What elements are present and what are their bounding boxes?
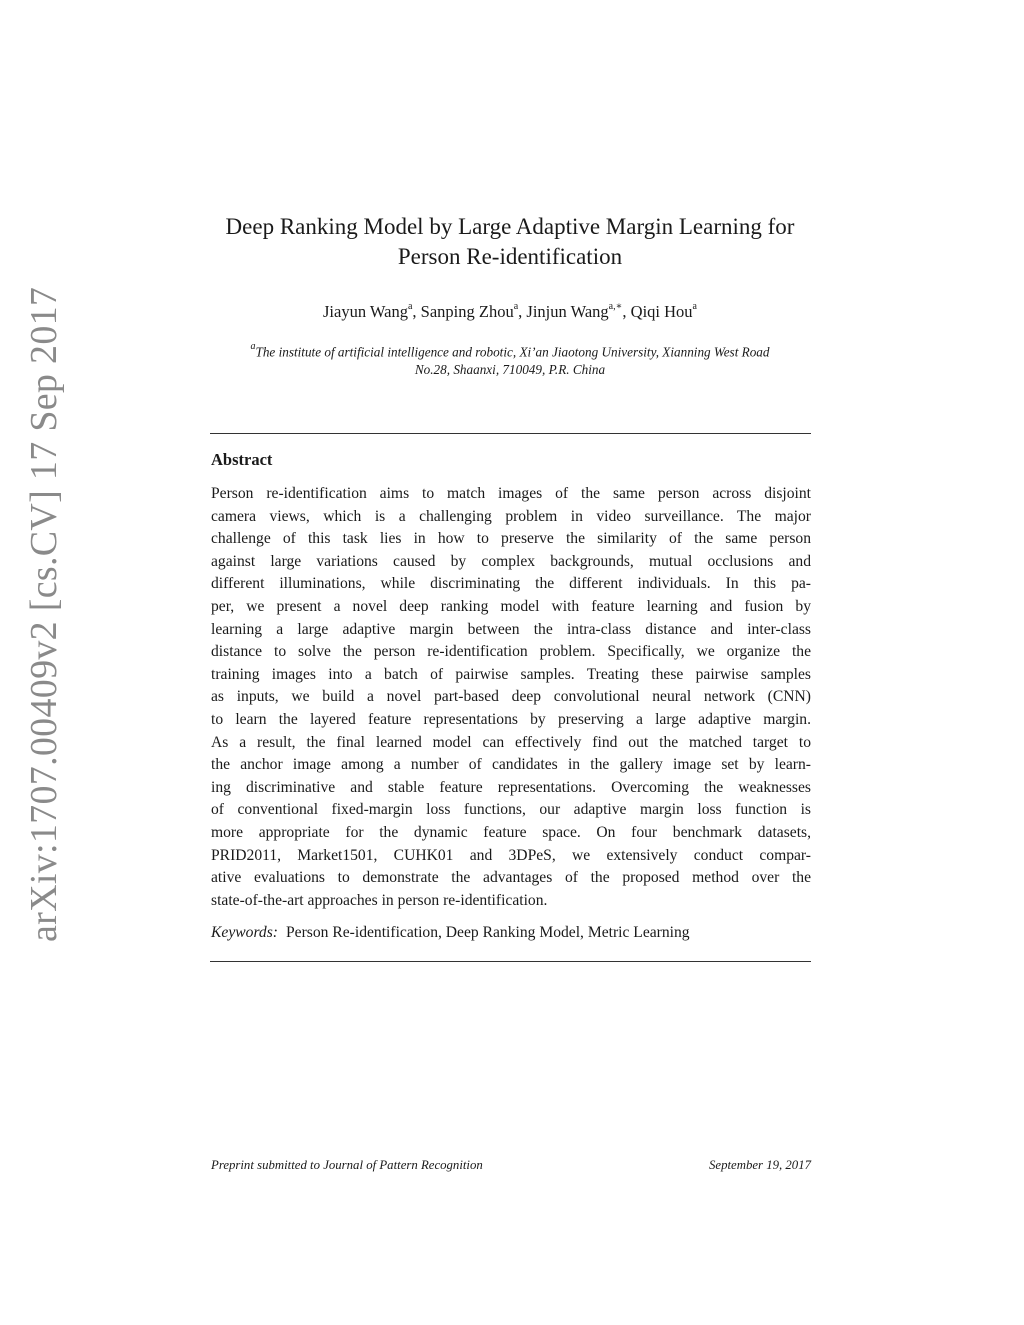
arxiv-identifier-stamp: arXiv:1707.00409v2 [cs.CV] 17 Sep 2017: [23, 286, 65, 942]
abstract-line: PRID2011, Market1501, CUHK01 and 3DPeS, we extensively conduct compar-: [211, 846, 811, 864]
abstract-line: learning a large adaptive margin between the intra-class distance and inter-class: [211, 620, 811, 638]
abstract-line: as inputs, we build a novel part-based deep convolutional neural network (CNN): [211, 688, 811, 706]
abstract-line: ative evaluations to demonstrate the advantages of the proposed method over the: [211, 869, 811, 887]
abstract-line: camera views, which is a challenging problem in video surveillance. The major: [211, 507, 811, 525]
abstract-line: As a result, the final learned model can effectively find out the matched target to: [211, 733, 811, 751]
author-name: Jinjun Wang: [526, 302, 609, 321]
abstract-line: against large variations caused by complex backgrounds, mutual occlusions and: [211, 552, 811, 570]
keywords-label: Keywords:: [211, 924, 278, 941]
author-separator: ,: [412, 302, 421, 321]
author-affiliation-mark: a: [692, 300, 697, 312]
affiliation-mark: a: [250, 341, 256, 352]
keywords-text: Person Re-identification, Deep Ranking Model, Metric Learning: [286, 924, 690, 941]
abstract-line: of conventional fixed-margin loss functions, our adaptive margin loss function is: [211, 801, 811, 819]
author-name: Jiayun Wang: [322, 302, 408, 321]
abstract-line: Person re-identification aims to match images of the same person across disjoint: [211, 485, 811, 502]
title-line-2: Person Re-identification: [397, 244, 623, 269]
affiliation-line-1: The institute of artificial intelligence and robotic, Xi’an Jiaotong University, Xianning West Road: [255, 344, 770, 360]
author-separator: ,: [622, 302, 631, 321]
author-list: [200, 302, 820, 322]
footer-submission-note: Preprint submitted to Journal of Pattern Recognition: [211, 1158, 483, 1172]
author-name: Sanping Zhou: [420, 302, 514, 321]
abstract-line: per, we present a novel deep ranking model with feature learning and fusion by: [211, 597, 811, 615]
abstract-line: distance to solve the person re-identification problem. Specifically, we organize the: [211, 643, 811, 661]
abstract-bottom-rule: [210, 961, 811, 962]
abstract-line: to learn the layered feature representations by preserving a large adaptive margin.: [211, 710, 811, 728]
author-separator: ,: [518, 302, 527, 321]
abstract-line: ing discriminative and stable feature representations. Overcoming the weaknesses: [211, 778, 811, 796]
footer-date: September 19, 2017: [708, 1158, 811, 1172]
keywords: [211, 924, 811, 942]
abstract-line: state-of-the-art approaches in person re-identification.: [211, 891, 548, 909]
author-affiliation-mark: a: [513, 300, 519, 312]
affiliation: [200, 340, 820, 379]
affiliation-line-2: No.28, Shaanxi, 710049, P.R. China: [414, 362, 606, 378]
author-affiliation-mark: a,∗: [608, 300, 623, 312]
author-affiliation-mark: a: [407, 300, 413, 312]
abstract-line: more appropriate for the dynamic feature space. On four benchmark datasets,: [211, 823, 811, 841]
abstract-line: different illuminations, while discriminating the different individuals. In this pa-: [211, 575, 811, 593]
abstract-heading: Abstract: [211, 450, 273, 469]
abstract-line: training images into a batch of pairwise samples. Treating these pairwise samples: [211, 665, 811, 683]
paper-title: [200, 212, 820, 272]
abstract-line: challenge of this task lies in how to preserve the similarity of the same person: [211, 530, 811, 548]
author-name: Qiqi Hou: [630, 302, 693, 321]
title-line-1: Deep Ranking Model by Large Adaptive Margin Learning for: [225, 214, 795, 239]
abstract-top-rule: [210, 433, 811, 434]
abstract-line: the anchor image among a number of candidates in the gallery image set by learn-: [211, 756, 811, 774]
abstract-body: [211, 483, 811, 912]
